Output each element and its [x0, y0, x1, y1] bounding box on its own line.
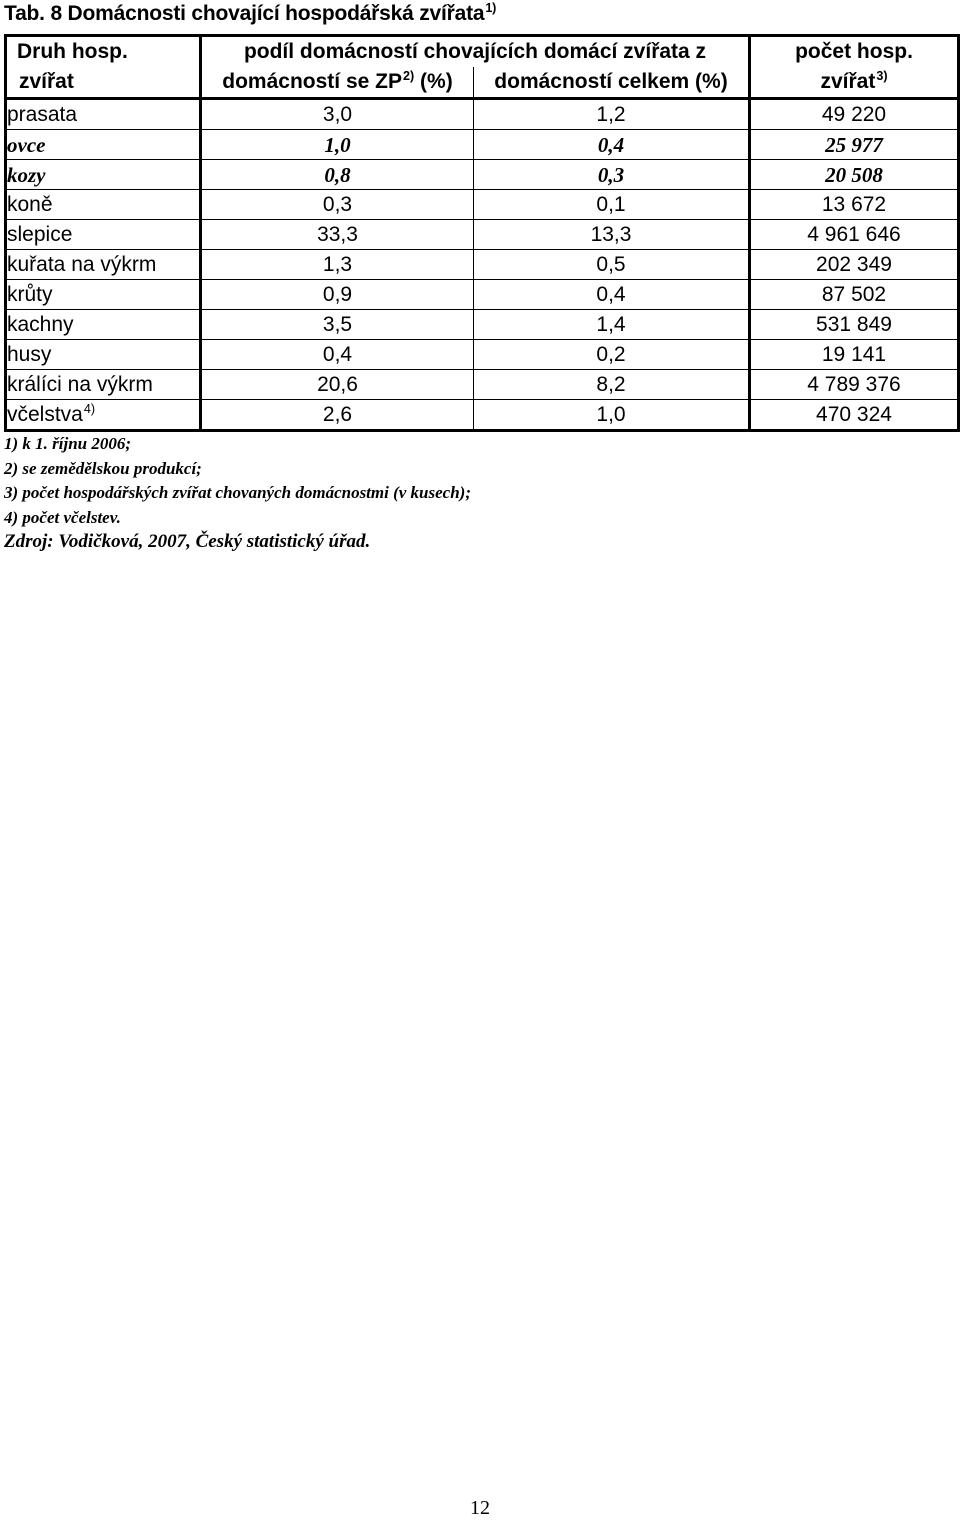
row-share-total: 0,5 [474, 250, 750, 280]
table-row [6, 340, 959, 370]
header-households-total: domácností celkem (%) [474, 67, 750, 99]
row-animal-count: 25 977 [750, 130, 959, 160]
row-animal-name [6, 370, 201, 400]
row-share-zp: 3,5 [201, 310, 474, 340]
row-share-zp: 0,3 [201, 190, 474, 220]
header-count-line2 [750, 67, 959, 99]
footnote-3: 3) počet hospodářských zvířat chovaných domácnostmi (v kusech); [4, 483, 471, 502]
row-share-zp: 1,0 [201, 130, 474, 160]
header-count-line2-label: zvířat [820, 70, 876, 93]
table-row [6, 400, 959, 431]
row-animal-count: 470 324 [750, 400, 959, 431]
table-row [6, 160, 959, 190]
row-share-zp: 1,3 [201, 250, 474, 280]
header-count-line1: počet hosp. [750, 36, 959, 68]
table-row [6, 130, 959, 160]
row-animal-count: 87 502 [750, 280, 959, 310]
header-row-1 [6, 36, 959, 68]
row-share-zp: 0,9 [201, 280, 474, 310]
row-share-total: 0,4 [474, 130, 750, 160]
row-share-zp: 3,0 [201, 99, 474, 130]
row-animal-name [6, 340, 201, 370]
header-row-2 [6, 67, 959, 99]
row-animal-name-text: kachny [7, 312, 74, 336]
row-share-zp: 20,6 [201, 370, 474, 400]
table-title [4, 2, 496, 26]
table-row [6, 310, 959, 340]
row-animal-name [6, 160, 201, 190]
header-households-zp [201, 67, 474, 99]
header-count-line2-note: 3) [876, 69, 888, 83]
row-share-total: 1,0 [474, 400, 750, 431]
row-animal-name-text: koně [7, 192, 53, 216]
row-share-total: 0,1 [474, 190, 750, 220]
header-animal-type-line2: zvířat [19, 70, 74, 93]
row-animal-count: 13 672 [750, 190, 959, 220]
row-share-zp: 33,3 [201, 220, 474, 250]
row-animal-name [6, 99, 201, 130]
row-animal-name-text: prasata [7, 102, 78, 126]
footnote-1: 1) k 1. říjnu 2006; [4, 434, 132, 453]
table-row [6, 99, 959, 130]
row-share-total: 0,2 [474, 340, 750, 370]
row-share-total: 0,4 [474, 280, 750, 310]
row-animal-count: 49 220 [750, 99, 959, 130]
table-row [6, 280, 959, 310]
row-animal-count: 531 849 [750, 310, 959, 340]
source-line: Zdroj: Vodičková, 2007, Český statistický úřad. [4, 531, 371, 552]
row-share-total: 1,2 [474, 99, 750, 130]
header-share-group: podíl domácností chovajících domácí zvířata z [201, 36, 750, 68]
row-animal-name-text: krůty [7, 282, 53, 306]
row-animal-name-text: kuřata na výkrm [7, 252, 157, 276]
row-animal-count: 4 789 376 [750, 370, 959, 400]
table-title-note: 1) [485, 1, 497, 15]
row-animal-name-text: včelstva [7, 402, 83, 426]
row-animal-name [6, 250, 201, 280]
table-row [6, 190, 959, 220]
header-households-zp-note: 2) [403, 69, 415, 83]
footnote-4: 4) počet včelstev. [4, 507, 121, 527]
row-animal-name-text: králíci na výkrm [7, 372, 153, 396]
row-animal-name [6, 190, 201, 220]
row-share-zp: 0,4 [201, 340, 474, 370]
row-animal-note: 4) [83, 401, 96, 416]
row-animal-name [6, 400, 201, 431]
row-share-total: 0,3 [474, 160, 750, 190]
row-animal-count: 4 961 646 [750, 220, 959, 250]
livestock-households-table [4, 34, 960, 432]
table-title-text: Tab. 8 Domácnosti chovající hospodářská zvířata [4, 2, 485, 25]
row-animal-count: 19 141 [750, 340, 959, 370]
table-row [6, 370, 959, 400]
row-animal-name-text: slepice [7, 222, 73, 246]
footnote-2: 2) se zemědělskou produkcí; [4, 458, 202, 478]
row-share-total: 8,2 [474, 370, 750, 400]
row-animal-name [6, 130, 201, 160]
footnotes [4, 432, 471, 555]
row-animal-count: 20 508 [750, 160, 959, 190]
header-households-zp-label: domácností se ZP [222, 70, 402, 93]
row-share-total: 1,4 [474, 310, 750, 340]
header-animal-type-line1: Druh hosp. [17, 40, 128, 63]
row-animal-name [6, 280, 201, 310]
row-animal-name-text: ovce [7, 132, 46, 157]
header-households-zp-unit: (%) [414, 70, 453, 93]
table-row [6, 250, 959, 280]
row-share-zp: 2,6 [201, 400, 474, 431]
table-row [6, 220, 959, 250]
row-animal-name [6, 310, 201, 340]
row-animal-name [6, 220, 201, 250]
row-share-total: 13,3 [474, 220, 750, 250]
row-animal-name-text: husy [7, 342, 52, 366]
row-share-zp: 0,8 [201, 160, 474, 190]
table-body [6, 99, 959, 431]
page-number: 12 [470, 1497, 490, 1519]
row-animal-name-text: kozy [7, 162, 46, 187]
row-animal-count: 202 349 [750, 250, 959, 280]
